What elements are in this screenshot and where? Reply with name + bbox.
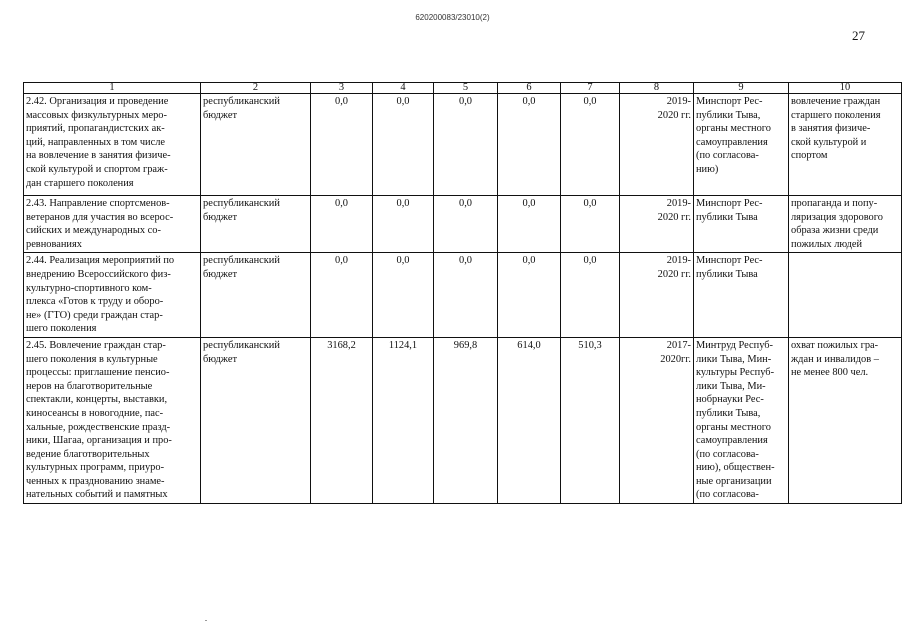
funding-source: республиканский бюджет	[201, 337, 311, 503]
funding-source: республиканский бюджет	[201, 94, 311, 196]
amount-year: 510,3	[561, 337, 620, 503]
expected-result: вовлечение граждан старшего поколения в занятия физиче- ской культурой и спортом	[789, 94, 902, 196]
measure-name: 2.42. Организация и проведение массовых физкультурных меро- приятий, пропагандистских ак- ций, направленных в том числе на вовлечение в занятия физиче- ской культурой и спортом граж- дан старшего поколения	[24, 94, 201, 196]
amount-year: 0,0	[498, 253, 561, 338]
amount-year: 0,0	[434, 196, 498, 253]
period: 2017- 2020гг.	[620, 337, 694, 503]
table-row	[24, 253, 902, 338]
document-id: 620200083/23010(2)	[415, 13, 490, 22]
scan-dot	[205, 620, 207, 621]
amount-year: 0,0	[561, 253, 620, 338]
header-cell: 6	[498, 83, 561, 94]
amount-year: 0,0	[561, 196, 620, 253]
header-row	[24, 83, 902, 94]
executor: Минспорт Рес- публики Тыва, органы местного самоуправления (по согласова- нию)	[694, 94, 789, 196]
amount-year: 1124,1	[373, 337, 434, 503]
measure-name: 2.44. Реализация мероприятий по внедрению Всероссийского физ- культурно-спортивного ком- плекса «Готов к труду и оборо- не» (ГТО) среди граждан стар- шего поколения	[24, 253, 201, 338]
header-cell: 5	[434, 83, 498, 94]
page-number: 27	[852, 28, 865, 43]
amount-year: 969,8	[434, 337, 498, 503]
measure-name: 2.45. Вовлечение граждан стар- шего поколения в культурные процессы: приглашение пенсио- неров на благотворительные спектакли, концерты, выставки, киносеансы в новогодние, пас- хальные, рождественские празд- ники, Шагаа, организация и про- ведение благотворительных культурных программ, приуро- ченных к празднованию знаме- нательных событий и памятных	[24, 337, 201, 503]
amount-total: 0,0	[311, 253, 373, 338]
amount-year: 0,0	[498, 94, 561, 196]
amount-total: 3168,2	[311, 337, 373, 503]
table-row	[24, 94, 902, 196]
period: 2019- 2020 гг.	[620, 253, 694, 338]
header-cell: 3	[311, 83, 373, 94]
executor: Минспорт Рес- публики Тыва	[694, 253, 789, 338]
table-row	[24, 196, 902, 253]
header-cell: 9	[694, 83, 789, 94]
header-cell: 8	[620, 83, 694, 94]
program-table	[23, 82, 902, 504]
executor: Минтруд Респуб- лики Тыва, Мин- культуры Респуб- лики Тыва, Ми- нобрнауки Рес- публики Тыва, органы местного самоуправления (по согласова- нию), обществен- ные организации (по согласова-	[694, 337, 789, 503]
header-cell: 2	[201, 83, 311, 94]
amount-year: 0,0	[498, 196, 561, 253]
executor: Минспорт Рес- публики Тыва	[694, 196, 789, 253]
expected-result: охват пожилых гра- ждан и инвалидов – не менее 800 чел.	[789, 337, 902, 503]
amount-year: 0,0	[373, 94, 434, 196]
amount-year: 614,0	[498, 337, 561, 503]
amount-year: 0,0	[373, 196, 434, 253]
measure-name: 2.43. Направление спортсменов- ветеранов для участия во всерос- сийских и международных со- ревнованиях	[24, 196, 201, 253]
amount-total: 0,0	[311, 196, 373, 253]
amount-total: 0,0	[311, 94, 373, 196]
header-cell: 7	[561, 83, 620, 94]
amount-year: 0,0	[561, 94, 620, 196]
table-row	[24, 337, 902, 503]
amount-year: 0,0	[434, 253, 498, 338]
amount-year: 0,0	[373, 253, 434, 338]
funding-source: республиканский бюджет	[201, 253, 311, 338]
amount-year: 0,0	[434, 94, 498, 196]
header-cell: 10	[789, 83, 902, 94]
funding-source: республиканский бюджет	[201, 196, 311, 253]
header-cell: 4	[373, 83, 434, 94]
header-cell: 1	[24, 83, 201, 94]
period: 2019- 2020 гг.	[620, 196, 694, 253]
expected-result: пропаганда и попу- ляризация здорового образа жизни среди пожилых людей	[789, 196, 902, 253]
expected-result	[789, 253, 902, 338]
period: 2019- 2020 гг.	[620, 94, 694, 196]
